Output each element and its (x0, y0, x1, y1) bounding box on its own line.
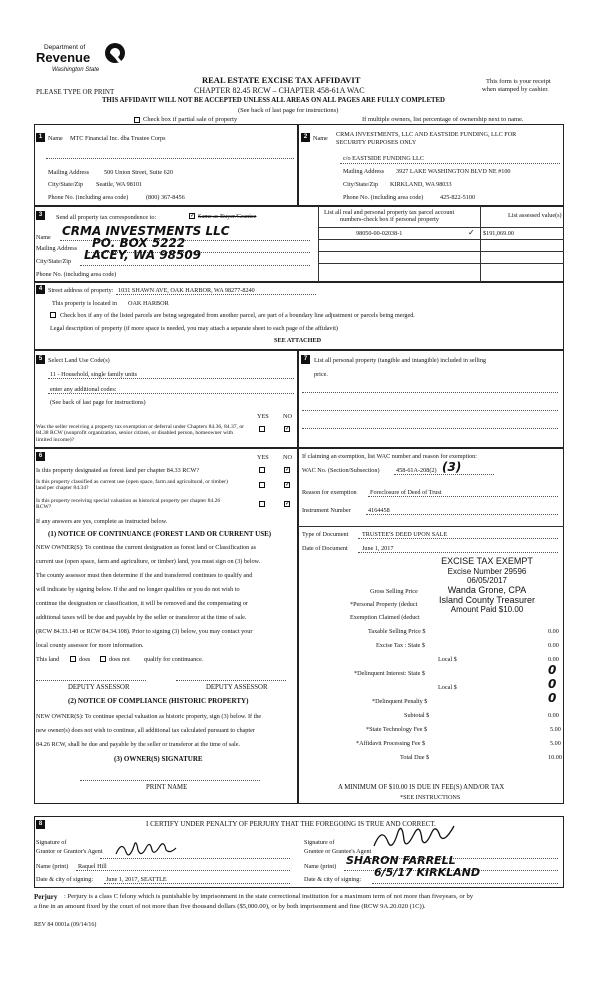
segregation-label: Check box if any of the listed parcels are being segregated from another parcel, are part of a boundary line adjustment or parcels being merged. (60, 312, 415, 319)
grantor-name-label: Name (print) (36, 863, 69, 870)
section-number-7: 7 (301, 355, 310, 364)
perjury-label: Perjury (34, 893, 58, 901)
notice1-line: The county assessor must then determine if the and transferred continues to qualify and (36, 572, 253, 579)
parcel-header-2: numbers-check box if personal property (340, 216, 439, 223)
assessed-header: List assessed value(s) (508, 212, 562, 219)
land-use-yes-header: YES (257, 413, 269, 420)
total-due[interactable]: 10.00 (548, 754, 562, 761)
forest-q3-yes[interactable] (259, 501, 265, 507)
section-number-8: 8 (36, 820, 45, 829)
notice1-line: local county assessor for more information. (36, 642, 144, 649)
corr-mailing-handwritten[interactable]: PO. BOX 5222 (92, 236, 186, 250)
taxable-price[interactable]: 0.00 (548, 628, 559, 635)
grantee-sig-label-2: Grantee or Grantee's Agent (304, 848, 372, 855)
does-not-label: does not (109, 656, 130, 663)
personal-property-label: List all personal property (tangible and intangible) included in selling (314, 357, 487, 364)
deputy-assessor-2: DEPUTY ASSESSOR (206, 684, 268, 691)
notice2-line: NEW OWNER(S): To continue special valuation as historic property, sign (3) below. If the (36, 713, 262, 720)
section-number-3: 3 (36, 211, 45, 220)
land-use-code[interactable]: 11 - Household, single family units (50, 371, 138, 378)
seller-city-label: City/State/Zip (48, 181, 84, 188)
personal-property-check[interactable]: ✓ (468, 228, 475, 237)
excise-state[interactable]: 0.00 (548, 642, 559, 649)
form-subtitle: CHAPTER 82.45 RCW – CHAPTER 458-61A WAC (194, 86, 365, 95)
does-not-checkbox[interactable] (100, 656, 106, 662)
notice1-line: additional taxes will be due and payable by the seller or transferor at the time of sale. (36, 614, 247, 621)
buyer-phone[interactable]: 425-822-5100 (440, 194, 476, 201)
print-name-label: PRINT NAME (146, 784, 188, 791)
corr-phone-label: Phone No. (including area code) (36, 271, 117, 278)
minimum-due-note: A MINIMUM OF $10.00 IS DUE IN FEE(S) AND/OR TAX (338, 784, 505, 791)
interest-local-handwritten[interactable]: 0 (548, 677, 557, 691)
reason-label: Reason for exemption (302, 489, 357, 496)
penalty-handwritten[interactable]: 0 (548, 691, 557, 705)
partial-sale-checkbox[interactable] (134, 117, 140, 123)
excise-local[interactable]: 0.00 (548, 656, 559, 663)
exemption-question: Was the seller receiving a property tax exemption or deferral under Chapters 84.36, 84.37, or 84.38 RCW (nonprofit organization, senior citizen, or disabled person, homeowner with limited income)? (36, 424, 245, 443)
corr-city-handwritten[interactable]: LACEY, WA 98509 (84, 248, 202, 262)
section-number-4: 4 (36, 285, 45, 294)
located-value[interactable]: OAK HARBOR (128, 300, 169, 307)
corr-mailing-label: Mailing Address (36, 245, 78, 252)
certify-statement: I CERTIFY UNDER PENALTY OF PERJURY THAT THE FOREGOING IS TRUE AND CORRECT. (146, 820, 436, 828)
stamp-line-5: Island County Treasurer (438, 595, 536, 605)
forest-no-header: NO (283, 454, 292, 461)
dept-line3: Washington State (52, 67, 100, 73)
seller-phone[interactable]: (800) 367-8456 (146, 194, 185, 201)
parcel-number[interactable]: 98050-00-02038-1 (356, 230, 403, 237)
land-use-label: Select Land Use Code(s) (48, 357, 110, 364)
grantee-date-handwritten[interactable]: 6/5/17 KIRKLAND (374, 866, 480, 879)
section-number-6: 6 (36, 452, 45, 461)
claim-exemption-label: If claiming an exemption, list WAC number and reason for exemption: (302, 453, 477, 460)
buyer-name-2[interactable]: SECURITY PURPOSES ONLY (336, 139, 417, 146)
interest-state-label: *Delinquent Interest: State $ (354, 670, 425, 677)
excise-state-label: Excise Tax : State $ (376, 642, 425, 649)
does-label: does (79, 656, 91, 663)
street-label: Street address of property: (48, 287, 114, 294)
forest-q1: Is this property designated as forest land per chapter 84.33 RCW? (36, 467, 200, 474)
grantor-sig-label-2: Grantor or Grantor's Agent (36, 848, 103, 855)
doc-date-value[interactable]: June 1, 2017 (362, 545, 394, 552)
notice1-line: continue the designation or classification, it will be removed and the compensating or (36, 600, 248, 607)
buyer-city-label: City/State/Zip (343, 181, 379, 188)
penalty-label: *Delinquent Penalty $ (372, 698, 428, 705)
notice2-title: (2) NOTICE OF COMPLIANCE (HISTORIC PROPERTY) (68, 697, 249, 705)
doc-type-label: Type of Document (302, 531, 349, 538)
warning-text: THIS AFFIDAVIT WILL NOT BE ACCEPTED UNLESS ALL AREAS ON ALL PAGES ARE FULLY COMPLETED (102, 97, 445, 104)
buyer-city[interactable]: KIRKLAND, WA 98033 (390, 181, 452, 188)
stamp-line-2: Excise Number 29596 (447, 567, 527, 576)
wac-label: WAC No. (Section/Subsection) (302, 467, 380, 474)
seller-mailing[interactable]: 500 Union Street, Suite 620 (104, 169, 173, 176)
dor-logo-icon (102, 40, 128, 66)
personal-property-section (298, 350, 564, 448)
see-attached: SEE ATTACHED (274, 337, 322, 344)
receipt-note-2: when stamped by cashier. (482, 86, 549, 93)
forest-yes-header: YES (257, 454, 269, 461)
additional-codes-label: enter any additional codes: (50, 386, 117, 393)
forest-if-yes: If any answers are yes, complete as instructed below. (36, 518, 168, 525)
forest-q3: Is this property receiving special valuation as historical property per chapter 84.26 RCW? (36, 498, 221, 511)
interest-state-handwritten[interactable]: 0 (548, 663, 557, 677)
grantor-signature[interactable] (112, 836, 182, 860)
personal-property-price: price. (314, 371, 328, 378)
tech-fee[interactable]: 5.00 (550, 726, 561, 733)
seller-name-label: Name (48, 135, 63, 142)
forest-q1-yes[interactable] (259, 467, 265, 473)
forest-q2-yes[interactable] (259, 482, 265, 488)
segregation-checkbox[interactable] (50, 312, 56, 318)
subtotal-label: Subtotal $ (404, 712, 430, 719)
this-land-label: This land (36, 656, 60, 663)
gross-price-label: Gross Selling Price (370, 588, 418, 595)
legal-label: Legal description of property (if more space is needed, you may attach a separate sheet to each page of the affidavit) (50, 325, 338, 332)
forest-q2: Is this property classified as current use (open space, farm and agricultural, or timber) land per chapter 84.34? (36, 479, 228, 492)
personal-property-deduct-label: *Personal Property (deduct (350, 601, 418, 608)
wac-number[interactable]: 458-61A-208(2) (396, 467, 437, 474)
corr-city-label: City/State/Zip (36, 258, 72, 265)
perjury-text-1: : Perjury is a class C felony which is punishable by imprisonment in the state correctional institution for a maximum term of not more than fiveyears, or by (64, 893, 474, 900)
see-instructions: *SEE INSTRUCTIONS (400, 794, 461, 801)
exemption-yes-checkbox[interactable] (259, 426, 265, 432)
street-address[interactable]: 1031 SHAWN AVE, OAK HARBOR, WA 98277-8240 (118, 287, 255, 294)
forest-q1-no[interactable]: ✓ (285, 467, 291, 473)
buyer-name-1[interactable]: CRMA INVESTMENTS, LLC AND EASTSIDE FUNDING, LLC FOR (336, 131, 517, 138)
total-due-label: Total Due $ (400, 754, 430, 761)
corr-name-label: Name (36, 234, 51, 241)
forest-q2-no[interactable]: ✓ (285, 482, 291, 488)
grantor-name[interactable]: Raquel Hill (78, 863, 107, 870)
grantee-name-handwritten[interactable]: SHARON FARRELL (346, 854, 456, 867)
forest-q3-no[interactable]: ✓ (285, 501, 291, 507)
stamp-line-4: Wanda Grone, CPA (447, 585, 527, 595)
seller-mailing-label: Mailing Address (48, 169, 90, 176)
buyer-care-of[interactable]: c/o EASTSIDE FUNDING LLC (343, 155, 424, 162)
same-as-buyer-label: Same as Buyer/Grantee (198, 213, 257, 220)
excise-exempt-stamp (412, 556, 562, 616)
notice1-title: (1) NOTICE OF CONTINUANCE (FOREST LAND OR CURRENT USE) (48, 530, 272, 538)
grantor-sig-label-1: Signature of (36, 839, 67, 846)
notice1-line: will indicate by signing below. If the and no longer qualifies or you do not wish to (36, 586, 240, 593)
subtotal-value[interactable]: 0.00 (548, 712, 559, 719)
form-title: REAL ESTATE EXCISE TAX AFFIDAVIT (202, 75, 361, 85)
reason-value[interactable]: Foreclosure of Deed of Trust (370, 489, 442, 496)
please-type: PLEASE TYPE OR PRINT (36, 88, 115, 96)
grantor-date[interactable]: June 1, 2017, SEATTLE (106, 876, 167, 883)
located-label: This property is located in (52, 300, 117, 307)
grantee-sig-label-1: Signature of (304, 839, 335, 846)
correspondence-label: Send all property tax correspondence to: (56, 214, 157, 221)
seller-city[interactable]: Seattle, WA 98101 (96, 181, 143, 188)
notice2-line: 84.26 RCW, shall be due and payable by the seller or transferor at the time of sale. (36, 741, 241, 748)
notice1-line: current use (open space, farm and agriculture, or timber) land, you must sign on (3) below. (36, 558, 261, 565)
grantee-name-label: Name (print) (304, 863, 337, 870)
deputy-assessor-1: DEPUTY ASSESSOR (68, 684, 130, 691)
taxable-price-label: Taxable Selling Price $ (368, 628, 426, 635)
dept-line2: Revenue (36, 50, 91, 65)
exemption-claimed-label: Exemption Claimed (deduct (350, 614, 420, 621)
same-as-buyer-checkbox[interactable]: ✓ (190, 213, 196, 219)
buyer-mailing-label: Mailing Address (343, 168, 385, 175)
wac-handwritten[interactable]: (3) (442, 460, 462, 474)
corr-name-handwritten[interactable]: CRMA INVESTMENTS LLC (62, 224, 230, 238)
affidavit-fee-label: *Affidavit Processing Fee $ (356, 740, 426, 747)
affidavit-fee[interactable]: 5.00 (550, 740, 561, 747)
excise-local-label: Local $ (438, 656, 457, 663)
dor-logo (34, 40, 134, 80)
instrument-label: Instrument Number (302, 507, 351, 514)
seller-name[interactable]: MTC Financial Inc. dba Trustee Corps (70, 135, 166, 142)
instrument-value[interactable]: 4164458 (368, 507, 390, 514)
buyer-phone-label: Phone No. (including area code) (343, 194, 424, 201)
doc-date-label: Date of Document (302, 545, 348, 552)
exemption-section (298, 448, 564, 804)
does-checkbox[interactable] (70, 656, 76, 662)
form-id: REV 84 0001a (09/14/16) (34, 922, 97, 928)
buyer-name-label: Name (313, 135, 328, 142)
see-back-note: (See back of last page for instructions) (238, 107, 339, 114)
partial-sale-label: Check box if partial sale of property (143, 116, 238, 123)
interest-local-label: Local $ (438, 684, 457, 691)
owner-signature-title: (3) OWNER(S) SIGNATURE (114, 755, 203, 763)
seller-phone-label: Phone No. (including area code) (48, 194, 129, 201)
grantee-signature[interactable] (370, 822, 460, 854)
buyer-mailing[interactable]: 3927 LAKE WASHINGTON BLVD NE #100 (396, 168, 511, 175)
land-use-no-header: NO (283, 413, 292, 420)
exemption-no-checkbox[interactable]: ✓ (285, 426, 291, 432)
tech-fee-label: *State Technology Fee $ (366, 726, 428, 733)
land-use-see-back: (See back of last page for instructions) (50, 399, 146, 406)
perjury-text-2: a fine in an amount fixed by the court of not more than five thousand dollars ($5,000.00), or by both imprisonment and fine (RCW 9A.20.020 (1C)). (34, 903, 426, 910)
section-number-2: 2 (301, 133, 310, 142)
assessed-value[interactable]: $191,069.00 (483, 230, 514, 237)
dept-line1: Department of (44, 44, 86, 51)
doc-type-value[interactable]: TRUSTEE'S DEED UPON SALE (362, 531, 448, 538)
grantee-date-label: Date & city of signing: (304, 876, 362, 883)
notice2-line: new owner(s) does not wish to continue, all additional tax calculated pursuant to chapter (36, 727, 255, 734)
qualify-label: qualify for continuance. (144, 656, 204, 663)
stamp-line-3: 06/05/2017 (466, 576, 508, 585)
section-number-1: 1 (36, 133, 45, 142)
stamp-line-6: Amount Paid $10.00 (450, 605, 524, 614)
stamp-line-1: EXCISE TAX EXEMPT (441, 556, 533, 566)
receipt-note-1: This form is your receipt (486, 78, 551, 85)
section-number-5: 5 (36, 355, 45, 364)
parcel-header-1: List all real and personal property tax parcel account (324, 209, 455, 216)
grantor-date-label: Date & city of signing: (36, 876, 94, 883)
multiple-owners-note: If multiple owners, list percentage of ownership next to name. (362, 116, 524, 123)
notice1-line: NEW OWNER(S): To continue the current designation as forest land or Classification as (36, 544, 256, 551)
notice1-line: (RCW 84.33.140 or RCW 84.34.108). Prior to signing (3) below, you may contact your (36, 628, 253, 635)
